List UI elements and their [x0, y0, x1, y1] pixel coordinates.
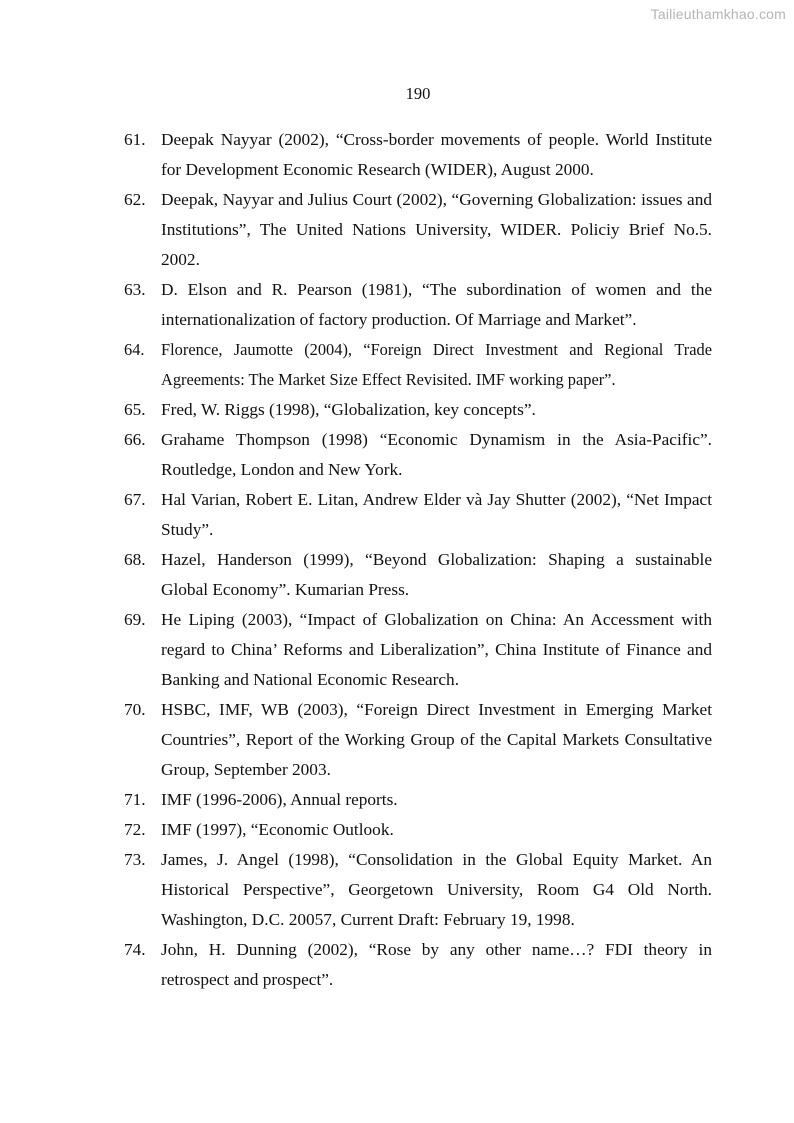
- reference-number: 71.: [124, 790, 146, 809]
- reference-number: 65.: [124, 400, 146, 419]
- reference-text: D. Elson and R. Pearson (1981), “The subordination of women and the internationalization of factory production. Of Marriage and Market”.: [161, 280, 712, 329]
- reference-item: [124, 425, 712, 485]
- reference-item: [124, 545, 712, 605]
- reference-list: [124, 125, 712, 995]
- reference-number: 64.: [124, 340, 145, 359]
- reference-item: [124, 395, 712, 425]
- reference-number: 63.: [124, 280, 146, 299]
- reference-item: [124, 845, 712, 935]
- reference-text: IMF (1997), “Economic Outlook.: [161, 820, 394, 839]
- reference-item: [124, 605, 712, 695]
- reference-item: [124, 785, 712, 815]
- reference-number: 62.: [124, 190, 146, 209]
- reference-item: [124, 485, 712, 545]
- reference-text: Fred, W. Riggs (1998), “Globalization, key concepts”.: [161, 400, 536, 419]
- reference-item: [124, 185, 712, 275]
- reference-number: 72.: [124, 820, 146, 839]
- reference-number: 67.: [124, 490, 146, 509]
- reference-number: 66.: [124, 430, 146, 449]
- reference-item: [124, 125, 712, 185]
- reference-number: 68.: [124, 550, 146, 569]
- reference-item: [124, 275, 712, 335]
- reference-text: IMF (1996-2006), Annual reports.: [161, 790, 398, 809]
- reference-number: 70.: [124, 700, 146, 719]
- reference-number: 74.: [124, 940, 146, 959]
- reference-number: 73.: [124, 850, 146, 869]
- reference-text: James, J. Angel (1998), “Consolidation in the Global Equity Market. An Historical Perspective”, Georgetown University, Room G4 Old North. Washington, D.C. 20057, Current Draft: February 19, 1998.: [161, 850, 712, 929]
- reference-text: John, H. Dunning (2002), “Rose by any other name…? FDI theory in retrospect and prospect”.: [161, 940, 712, 989]
- page-number: 190: [405, 84, 431, 103]
- reference-text: Hazel, Handerson (1999), “Beyond Globalization: Shaping a sustainable Global Economy”. Kumarian Press.: [161, 550, 712, 599]
- reference-text: Deepak, Nayyar and Julius Court (2002), “Governing Globalization: issues and Institutions”, The United Nations University, WIDER. Policiy Brief No.5. 2002.: [161, 190, 712, 269]
- reference-text: He Liping (2003), “Impact of Globalization on China: An Accessment with regard to China’ Reforms and Liberalization”, China Institute of Finance and Banking and National Economic Research.: [161, 610, 712, 689]
- reference-number: 61.: [124, 130, 146, 149]
- reference-item: [124, 695, 712, 785]
- reference-text: Hal Varian, Robert E. Litan, Andrew Elder và Jay Shutter (2002), “Net Impact Study”.: [161, 490, 712, 539]
- reference-number: 69.: [124, 610, 146, 629]
- reference-text: Florence, Jaumotte (2004), “Foreign Direct Investment and Regional Trade Agreements: The Market Size Effect Revisited. IMF working paper”.: [161, 340, 712, 389]
- reference-item: [124, 815, 712, 845]
- reference-text: HSBC, IMF, WB (2003), “Foreign Direct Investment in Emerging Market Countries”, Report of the Working Group of the Capital Markets Consultative Group, September 2003.: [161, 700, 712, 779]
- reference-item: [124, 935, 712, 995]
- reference-item: [124, 335, 712, 395]
- reference-text: Deepak Nayyar (2002), “Cross-border movements of people. World Institute for Development Economic Research (WIDER), August 2000.: [161, 130, 712, 179]
- watermark: Tailieuthamkhao.com: [650, 6, 786, 22]
- reference-text: Grahame Thompson (1998) “Economic Dynamism in the Asia-Pacific”. Routledge, London and New York.: [161, 430, 712, 479]
